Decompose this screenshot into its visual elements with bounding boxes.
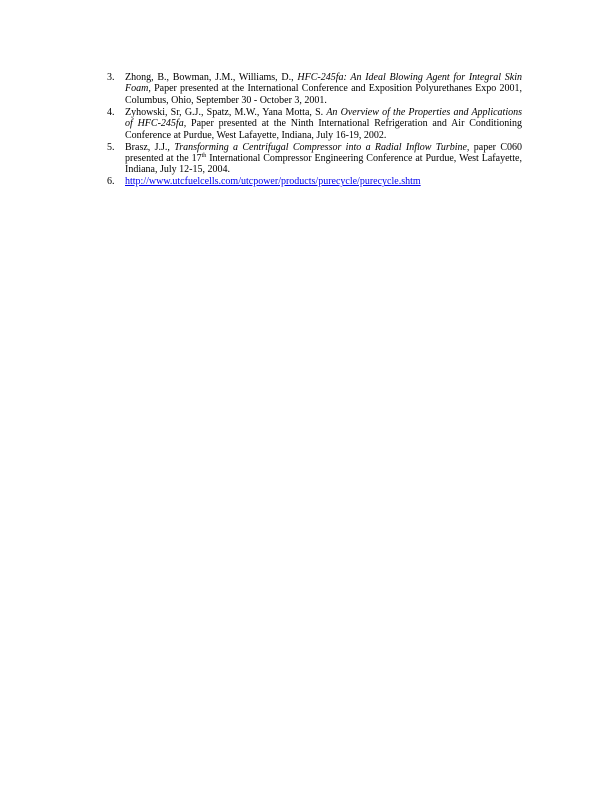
reference-item — [107, 107, 522, 141]
reference-item — [107, 142, 522, 176]
reference-number: 3. — [107, 72, 115, 83]
reference-title: Transforming a Centrifugal Compressor into a Radial Inflow Turbine, — [174, 141, 470, 153]
reference-authors: Brasz, J.J., — [125, 141, 175, 153]
ordinal-superscript: th — [201, 153, 207, 160]
reference-number: 6. — [107, 176, 115, 188]
reference-details: , Paper presented at the International Conference and Exposition Polyurethanes Expo 2001, Columbus, Ohio, September 30 - October 3, 2001. — [125, 83, 522, 106]
reference-details-continued: International Compressor Engineering Conference at Purdue, West Lafayette, Indiana, July 12-15, 2004. — [125, 153, 522, 176]
reference-authors: Zyhowski, Sr, G.J., Spatz, M.W., Yana Motta, S. — [125, 106, 327, 118]
reference-item — [107, 72, 522, 106]
reference-item — [107, 176, 522, 187]
reference-details: paper C060 presented at the 17 — [125, 141, 522, 165]
reference-title: HFC-245fa: An Ideal Blowing Agent for Integral Skin Foam — [125, 72, 522, 95]
reference-url-link[interactable]: http://www.utcfuelcells.com/utcpower/products/purecycle/purecycle.shtm — [125, 176, 421, 188]
reference-title: An Overview of the Properties and Applications of HFC-245fa, — [125, 106, 522, 130]
reference-details: Paper presented at the Ninth International Refrigeration and Air Conditioning Conference at Purdue, West Lafayette, Indiana, July 16-19, 2002. — [125, 118, 522, 141]
reference-text — [125, 176, 522, 187]
reference-list — [107, 72, 522, 188]
reference-text — [125, 142, 522, 176]
reference-number: 4. — [107, 106, 115, 118]
reference-text — [125, 72, 522, 106]
reference-text — [125, 107, 522, 141]
reference-number: 5. — [107, 141, 115, 153]
reference-authors: Zhong, B., Bowman, J.M., Williams, D., — [125, 72, 298, 83]
